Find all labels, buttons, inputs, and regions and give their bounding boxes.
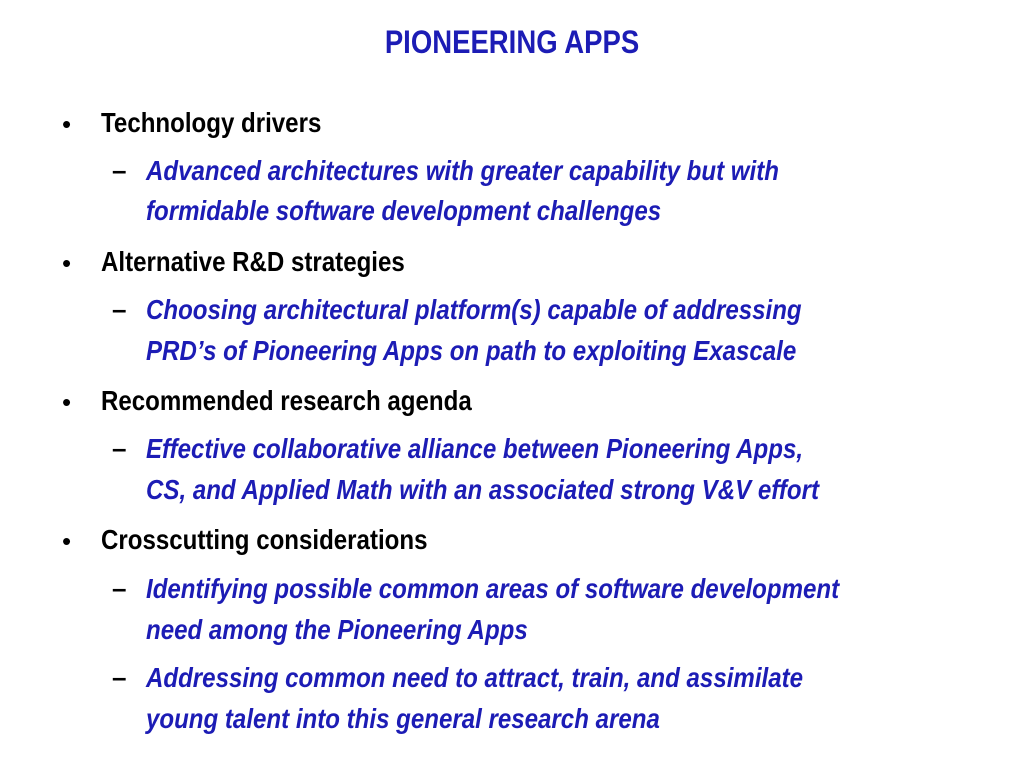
bullet-label: Crosscutting considerations — [101, 524, 428, 555]
sub-bullet-marker: – — [112, 433, 127, 463]
slide-title: PIONEERING APPS — [384, 24, 640, 60]
sub-bullet-line: Identifying possible common areas of software development — [146, 573, 840, 604]
bullet-marker: • — [62, 387, 72, 417]
sub-bullet-marker: – — [112, 573, 127, 603]
sub-bullet-line: formidable software development challenges — [146, 195, 662, 226]
bullet-marker: • — [62, 248, 72, 278]
bullet-label: Alternative R&D strategies — [101, 246, 405, 277]
sub-bullet-line: young talent into this general research arena — [146, 703, 660, 734]
sub-bullet-line: CS, and Applied Math with an associated strong V&V effort — [146, 474, 819, 505]
sub-bullet-marker: – — [112, 294, 127, 324]
sub-bullet-line: Addressing common need to attract, train, and assimilate — [146, 662, 804, 693]
sub-bullet-marker: – — [112, 662, 127, 692]
bullet-marker: • — [62, 109, 72, 139]
sub-bullet-line: PRD’s of Pioneering Apps on path to exploiting Exascale — [146, 335, 797, 366]
bullet-label: Recommended research agenda — [101, 385, 472, 416]
sub-bullet-line: Effective collaborative alliance between Pioneering Apps, — [146, 433, 804, 464]
sub-bullet-line: Choosing architectural platform(s) capable of addressing — [146, 294, 802, 325]
bullet-marker: • — [62, 526, 72, 556]
sub-bullet-marker: – — [112, 155, 127, 185]
bullet-label: Technology drivers — [101, 107, 322, 138]
sub-bullet-line: need among the Pioneering Apps — [146, 614, 528, 645]
sub-bullet-line: Advanced architectures with greater capability but with — [146, 155, 779, 186]
